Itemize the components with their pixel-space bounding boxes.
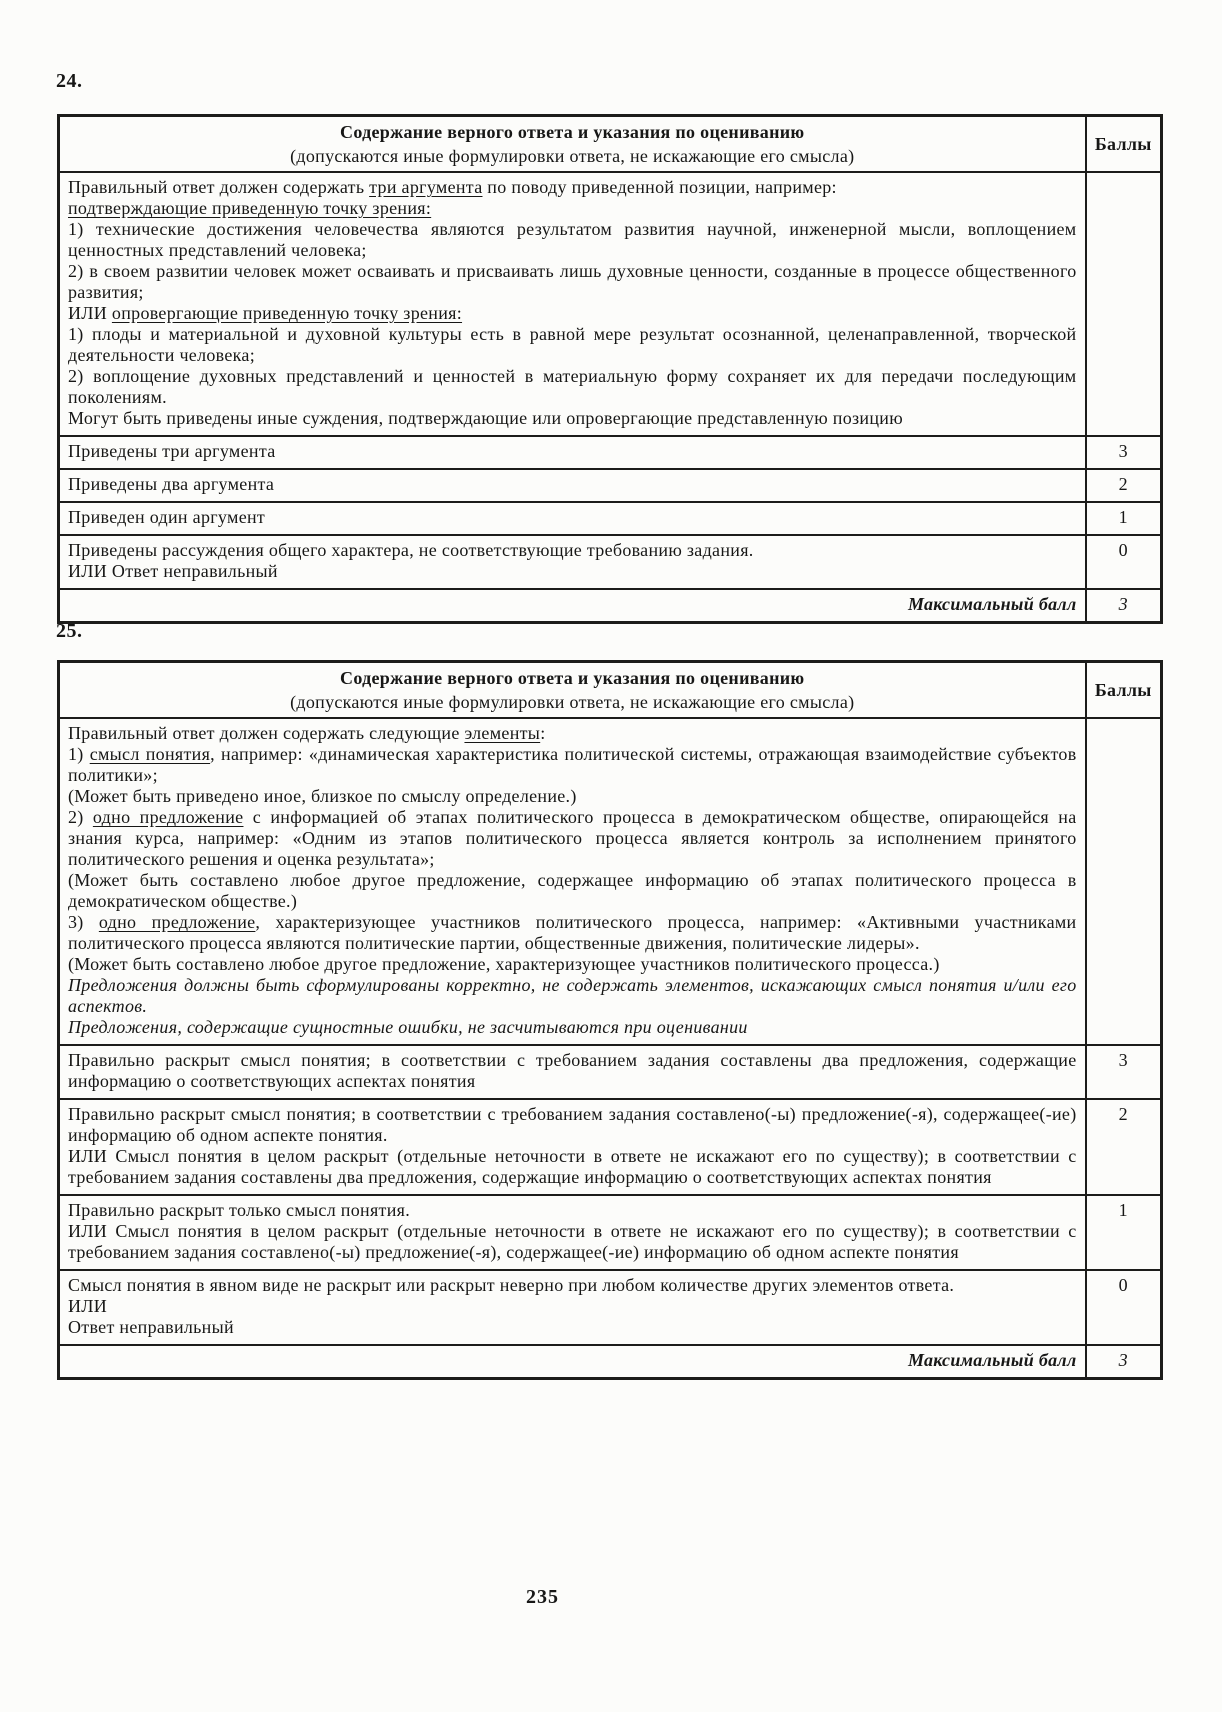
- text-segment: элементы: [464, 723, 541, 743]
- page-number: 235: [526, 1586, 559, 1608]
- text-segment: Предложения, содержащие сущностные ошибки, не засчитываются при оценивании: [68, 1017, 748, 1037]
- paragraph: [68, 744, 1077, 786]
- score-cell: 2: [1086, 469, 1162, 502]
- criteria-cell: [59, 718, 1086, 1045]
- text-segment: (Может быть составлено любое другое предложение, содержащее информацию об этапах политического процесса в демократическом обществе.): [68, 870, 1077, 911]
- paragraph: [68, 366, 1077, 408]
- text-segment: Правильный ответ должен содержать: [68, 177, 370, 197]
- text-segment: Правильный ответ должен содержать следующие: [68, 723, 465, 743]
- table-row: [59, 436, 1162, 469]
- paragraph: [68, 1146, 1077, 1188]
- paragraph: [68, 975, 1077, 1017]
- paragraph: [68, 723, 1077, 744]
- score-cell: 1: [1086, 502, 1162, 535]
- paragraph: [68, 1104, 1077, 1146]
- header-title-cell: [59, 116, 1086, 173]
- table-header-row: [59, 116, 1162, 173]
- criteria-cell: [59, 502, 1086, 535]
- table-row: [59, 172, 1162, 436]
- score-cell: 0: [1086, 535, 1162, 589]
- score-cell: [1086, 172, 1162, 436]
- text-segment: 3): [68, 912, 99, 932]
- text-segment: опровергающие приведенную точку зрения:: [111, 303, 463, 323]
- paragraph: [68, 408, 1077, 429]
- criteria-cell: [59, 469, 1086, 502]
- text-segment: с информацией об этапах политического процесса в демократическом обществе, опирающейся на знания курса, например: «Одним из этапов политического процесса является контроль за исполнением принятого политического решения и оценка результата»;: [68, 807, 1077, 869]
- text-segment: Приведены три аргумента: [68, 441, 276, 461]
- text-segment: три аргумента: [369, 177, 483, 197]
- criteria-cell: [59, 1270, 1086, 1345]
- rubric-subtitle: (допускаются иные формулировки ответа, не искажающие его смысла): [290, 692, 855, 712]
- table-row: [59, 502, 1162, 535]
- rubric-subtitle: (допускаются иные формулировки ответа, не искажающие его смысла): [290, 146, 855, 166]
- paragraph: [68, 807, 1077, 870]
- paragraph: [68, 303, 1077, 324]
- text-segment: Предложения должны быть сформулированы корректно, не содержать элементов, искажающих смысл понятия и/или его аспектов.: [68, 975, 1077, 1016]
- score-cell: 3: [1086, 1045, 1162, 1099]
- score-cell: 0: [1086, 1270, 1162, 1345]
- text-segment: одно предложение: [92, 807, 244, 827]
- text-segment: по поводу приведенной позиции, например:: [482, 177, 837, 197]
- text-segment: ИЛИ Смысл понятия в целом раскрыт (отдельные неточности в ответе не искажают его по существу); в соответствии с требованием задания составлены два предложения, содержащие информацию о соответствующих аспектах понятия: [68, 1146, 1077, 1187]
- text-segment: 1) технические достижения человечества являются результатом развития научной, инженерной мысли, воплощением ценностных представлений человека;: [68, 219, 1077, 260]
- table-row: [59, 1099, 1162, 1195]
- scoring-rubric-table-25: [57, 660, 1163, 1380]
- paragraph: [68, 507, 1077, 528]
- paragraph: [68, 441, 1077, 462]
- paragraph: [68, 1017, 1077, 1038]
- score-cell: 3: [1086, 589, 1162, 623]
- score-column-header: Баллы: [1086, 662, 1162, 719]
- paragraph: [68, 870, 1077, 912]
- text-segment: Могут быть приведены иные суждения, подтверждающие или опровергающие представленную позицию: [68, 408, 903, 428]
- max-score-label-cell: Максимальный балл: [59, 1345, 1086, 1379]
- text-segment: Приведены рассуждения общего характера, не соответствующие требованию задания.: [68, 540, 754, 560]
- criteria-cell: [59, 436, 1086, 469]
- paragraph: [68, 219, 1077, 261]
- text-segment: Приведены два аргумента: [68, 474, 275, 494]
- scoring-rubric-table-24: [57, 114, 1163, 624]
- text-segment: ИЛИ: [68, 1296, 108, 1316]
- paragraph: [68, 561, 1077, 582]
- score-cell: 1: [1086, 1195, 1162, 1270]
- text-segment: (Может быть приведено иное, близкое по смыслу определение.): [68, 786, 577, 806]
- text-segment: ИЛИ: [68, 303, 112, 323]
- text-segment: 1) плоды и материальной и духовной культуры есть в равной мере результат осознанной, целенаправленной, творческой деятельности человека;: [68, 324, 1077, 365]
- text-segment: смысл понятия: [89, 744, 211, 764]
- paragraph: [68, 1200, 1077, 1221]
- paragraph: [68, 1296, 1077, 1317]
- paragraph: [68, 324, 1077, 366]
- criteria-cell: [59, 535, 1086, 589]
- text-segment: Ответ неправильный: [68, 1317, 234, 1337]
- header-title-cell: [59, 662, 1086, 719]
- text-segment: ИЛИ Смысл понятия в целом раскрыт (отдельные неточности в ответе не искажают его по существу); в соответствии с требованием задания составлено(-ы) предложение(-я), содержащее(-ие) информацию об одном аспекте понятия: [68, 1221, 1077, 1262]
- task-number-25: 25.: [56, 620, 83, 642]
- text-segment: , например: «динамическая характеристика политической системы, отражающая взаимодействие субъектов политики»;: [68, 744, 1077, 785]
- text-segment: 2) воплощение духовных представлений и ценностей в материальную форму сохраняет их для передачи последующим поколениям.: [68, 366, 1077, 407]
- paragraph: [68, 912, 1077, 954]
- text-segment: (Может быть составлено любое другое предложение, характеризующее участников политического процесса.): [68, 954, 940, 974]
- rubric-title: Содержание верного ответа и указания по оцениванию: [340, 668, 805, 688]
- paragraph: [68, 177, 1077, 198]
- max-score-label-cell: Максимальный балл: [59, 589, 1086, 623]
- text-segment: Правильно раскрыт смысл понятия; в соответствии с требованием задания составлено(-ы) предложение(-я), содержащее(-ие) информацию об одном аспекте понятия.: [68, 1104, 1077, 1145]
- table-header-row: [59, 662, 1162, 719]
- criteria-cell: [59, 172, 1086, 436]
- paragraph: [68, 1221, 1077, 1263]
- paragraph: [68, 954, 1077, 975]
- criteria-cell: [59, 1195, 1086, 1270]
- paragraph: [68, 1317, 1077, 1338]
- paragraph: [68, 786, 1077, 807]
- table-row: [59, 718, 1162, 1045]
- text-segment: 2) в своем развитии человек может осваивать и присваивать лишь духовные ценности, созданные в процессе общественного развития;: [68, 261, 1077, 302]
- paragraph: [68, 261, 1077, 303]
- paragraph: [68, 474, 1077, 495]
- text-segment: Правильно раскрыт смысл понятия; в соответствии с требованием задания составлены два предложения, содержащие информацию о соответствующих аспектах понятия: [68, 1050, 1077, 1091]
- score-cell: [1086, 718, 1162, 1045]
- score-cell: 2: [1086, 1099, 1162, 1195]
- text-segment: 2): [68, 807, 93, 827]
- text-segment: подтверждающие приведенную точку зрения:: [68, 198, 432, 218]
- table-row: [59, 1045, 1162, 1099]
- score-cell: 3: [1086, 436, 1162, 469]
- table-row: [59, 469, 1162, 502]
- text-segment: Правильно раскрыт только смысл понятия.: [68, 1200, 411, 1220]
- table-row: [59, 1345, 1162, 1379]
- table-row: [59, 535, 1162, 589]
- criteria-cell: [59, 1099, 1086, 1195]
- paragraph: [68, 1275, 1077, 1296]
- rubric-title: Содержание верного ответа и указания по оцениванию: [340, 122, 805, 142]
- text-segment: одно предложение: [98, 912, 256, 932]
- table-row: [59, 1195, 1162, 1270]
- text-segment: ИЛИ Ответ неправильный: [68, 561, 278, 581]
- task-number-24: 24.: [56, 70, 83, 92]
- text-segment: Приведен один аргумент: [68, 507, 266, 527]
- score-column-header: Баллы: [1086, 116, 1162, 173]
- table-row: [59, 1270, 1162, 1345]
- criteria-cell: [59, 1045, 1086, 1099]
- paragraph: [68, 1050, 1077, 1092]
- paragraph: [68, 198, 1077, 219]
- text-segment: 1): [68, 744, 90, 764]
- text-segment: , характеризующее участников политического процесса, например: «Активными участниками политического процесса являются политические партии, общественные движения, политические лидеры».: [68, 912, 1077, 953]
- text-segment: :: [540, 723, 546, 743]
- table-row: [59, 589, 1162, 623]
- text-segment: Смысл понятия в явном виде не раскрыт или раскрыт неверно при любом количестве других элементов ответа.: [68, 1275, 955, 1295]
- paragraph: [68, 540, 1077, 561]
- score-cell: 3: [1086, 1345, 1162, 1379]
